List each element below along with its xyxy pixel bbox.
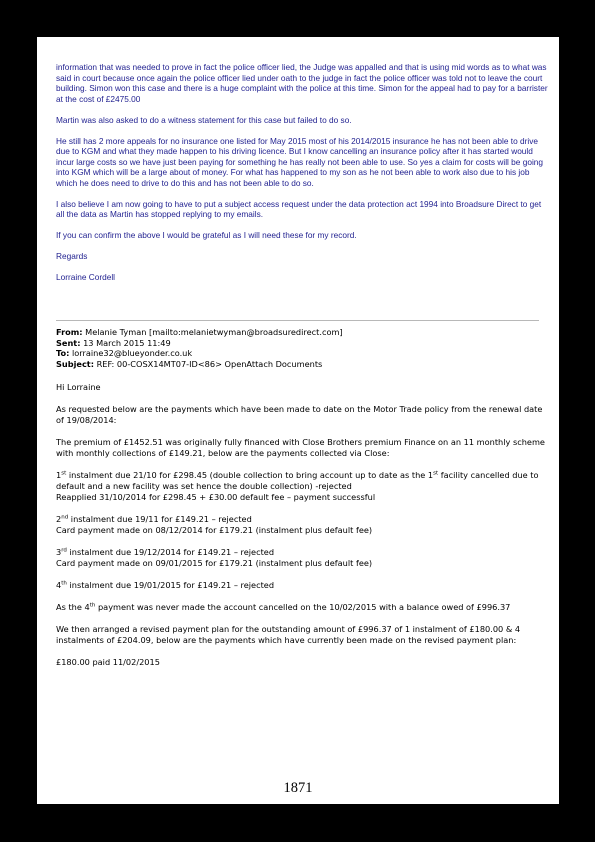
payment-entry: £180.00 paid 11/02/2015 — [56, 657, 160, 667]
instalment-4 — [56, 580, 550, 591]
email-header — [56, 327, 550, 369]
instalment-text: facility cancelled due to default and a new facility was set hence the double collection) -rejected — [56, 470, 539, 491]
ordinal-suffix: th — [89, 602, 96, 609]
intro-paragraph: As requested below are the payments which have been made to date on the Motor Trade policy from the renewal date of 19/08/2014: — [56, 404, 543, 425]
separator-line — [56, 320, 539, 321]
paragraph: Martin was also asked to do a witness statement for this case but failed to do so. — [56, 114, 352, 125]
from-line — [56, 327, 550, 338]
subject-label: Subject: — [56, 358, 94, 369]
previous-message-text — [56, 62, 550, 293]
sent-line — [56, 338, 550, 349]
forwarded-email — [56, 327, 550, 668]
from-label: From: — [56, 327, 83, 337]
cancellation-text: As the 4 — [56, 602, 90, 612]
paragraph: He still has 2 more appeals for no insurance one listed for May 2015 most of his 2014/2015 insurance he has not been able to drive due to KGM and what they made happen to his driving licence. But I know cancelling an insurance policy after it has started would incur large costs so we have just been paying for something he has really not been able to use. So yes a claim for costs will be going into KGM which will be a large about of money. For what has happened to my son as he not been able to work also due to his job which he does need to drive to do this and has not been able to do so. — [56, 135, 544, 188]
document-page — [37, 37, 559, 804]
instalment-number: 3 — [56, 547, 62, 557]
to-value: lorraine32@blueyonder.co.uk — [72, 348, 193, 358]
instalment-number: 4 — [56, 580, 62, 590]
greeting: Hi Lorraine — [56, 382, 101, 392]
paragraph: information that was needed to prove in fact the police officer lied, the Judge was appalled and that is using mid words as to what was said in court because once again the police officer lied under oath to the judge in fact the police officer was told not to leave the court building. Simon won this case and there is a huge complaint with the police at this time. Simon for the appeal had to pay for a barrister at the cost of £2475.00 — [56, 62, 548, 104]
sent-label: Sent: — [56, 337, 81, 348]
ordinal-suffix: nd — [61, 514, 69, 521]
subject-line — [56, 359, 550, 370]
premium-paragraph: The premium of £1452.51 was originally fully financed with Close Brothers premium Finance on an 11 monthly scheme with monthly collections of £149.21, below are the payments collected via Close: — [56, 437, 545, 458]
instalment-text: instalment due 19/11 for £149.21 – rejected — [68, 514, 252, 524]
instalment-3 — [56, 547, 550, 558]
instalment-1-reapplied: Reapplied 31/10/2014 for £298.45 + £30.00 default fee – payment successful — [56, 492, 376, 502]
subject-value: REF: 00-COSX14MT07-ID<86> OpenAttach Documents — [96, 358, 323, 369]
instalment-2 — [56, 514, 550, 525]
cancellation-paragraph — [56, 602, 550, 613]
sent-value: 13 March 2015 11:49 — [83, 337, 171, 348]
instalment-2-card-payment: Card payment made on 08/12/2014 for £179.21 (instalment plus default fee) — [56, 525, 373, 535]
instalment-3-card-payment: Card payment made on 09/01/2015 for £179.21 (instalment plus default fee) — [56, 558, 373, 568]
paragraph: If you can confirm the above I would be grateful as I will need these for my record. — [56, 230, 357, 240]
instalment-number: 2 — [56, 514, 62, 524]
cancellation-text: payment was never made the account cancelled on the 10/02/2015 with a balance owed of £996.37 — [95, 602, 511, 612]
ordinal-suffix: th — [61, 580, 67, 587]
to-line — [56, 348, 550, 359]
ordinal-suffix: st — [61, 470, 67, 477]
page-number: 1871 — [283, 780, 313, 796]
paragraph: I also believe I am now going to have to put a subject access request under the data protection act 1994 into Broadsure Direct to get all the data as Martin has stopped replying to my emails. — [56, 198, 542, 219]
instalment-text: instalment due 19/01/2015 for £149.21 – rejected — [66, 580, 275, 590]
instalment-number: 1 — [56, 470, 62, 480]
instalment-text: instalment due 21/10 for £298.45 (double collection to bring account up to date as the 1 — [66, 470, 434, 480]
signature-name: Lorraine Cordell — [56, 272, 116, 282]
from-value: Melanie Tyman [mailto:melanietwyman@broadsuredirect.com] — [85, 327, 343, 337]
to-label: To: — [56, 348, 70, 358]
revised-plan-paragraph: We then arranged a revised payment plan for the outstanding amount of £996.37 of 1 instalment of £180.00 & 4 instalments of £204.09, below are the payments which have currently been made on the revised payment plan: — [56, 624, 521, 645]
instalment-text: instalment due 19/12/2014 for £149.21 – rejected — [66, 547, 275, 557]
sign-off: Regards — [56, 251, 88, 261]
ordinal-suffix: rd — [61, 547, 67, 554]
ordinal-suffix: st — [433, 470, 439, 477]
instalment-1 — [56, 470, 550, 492]
